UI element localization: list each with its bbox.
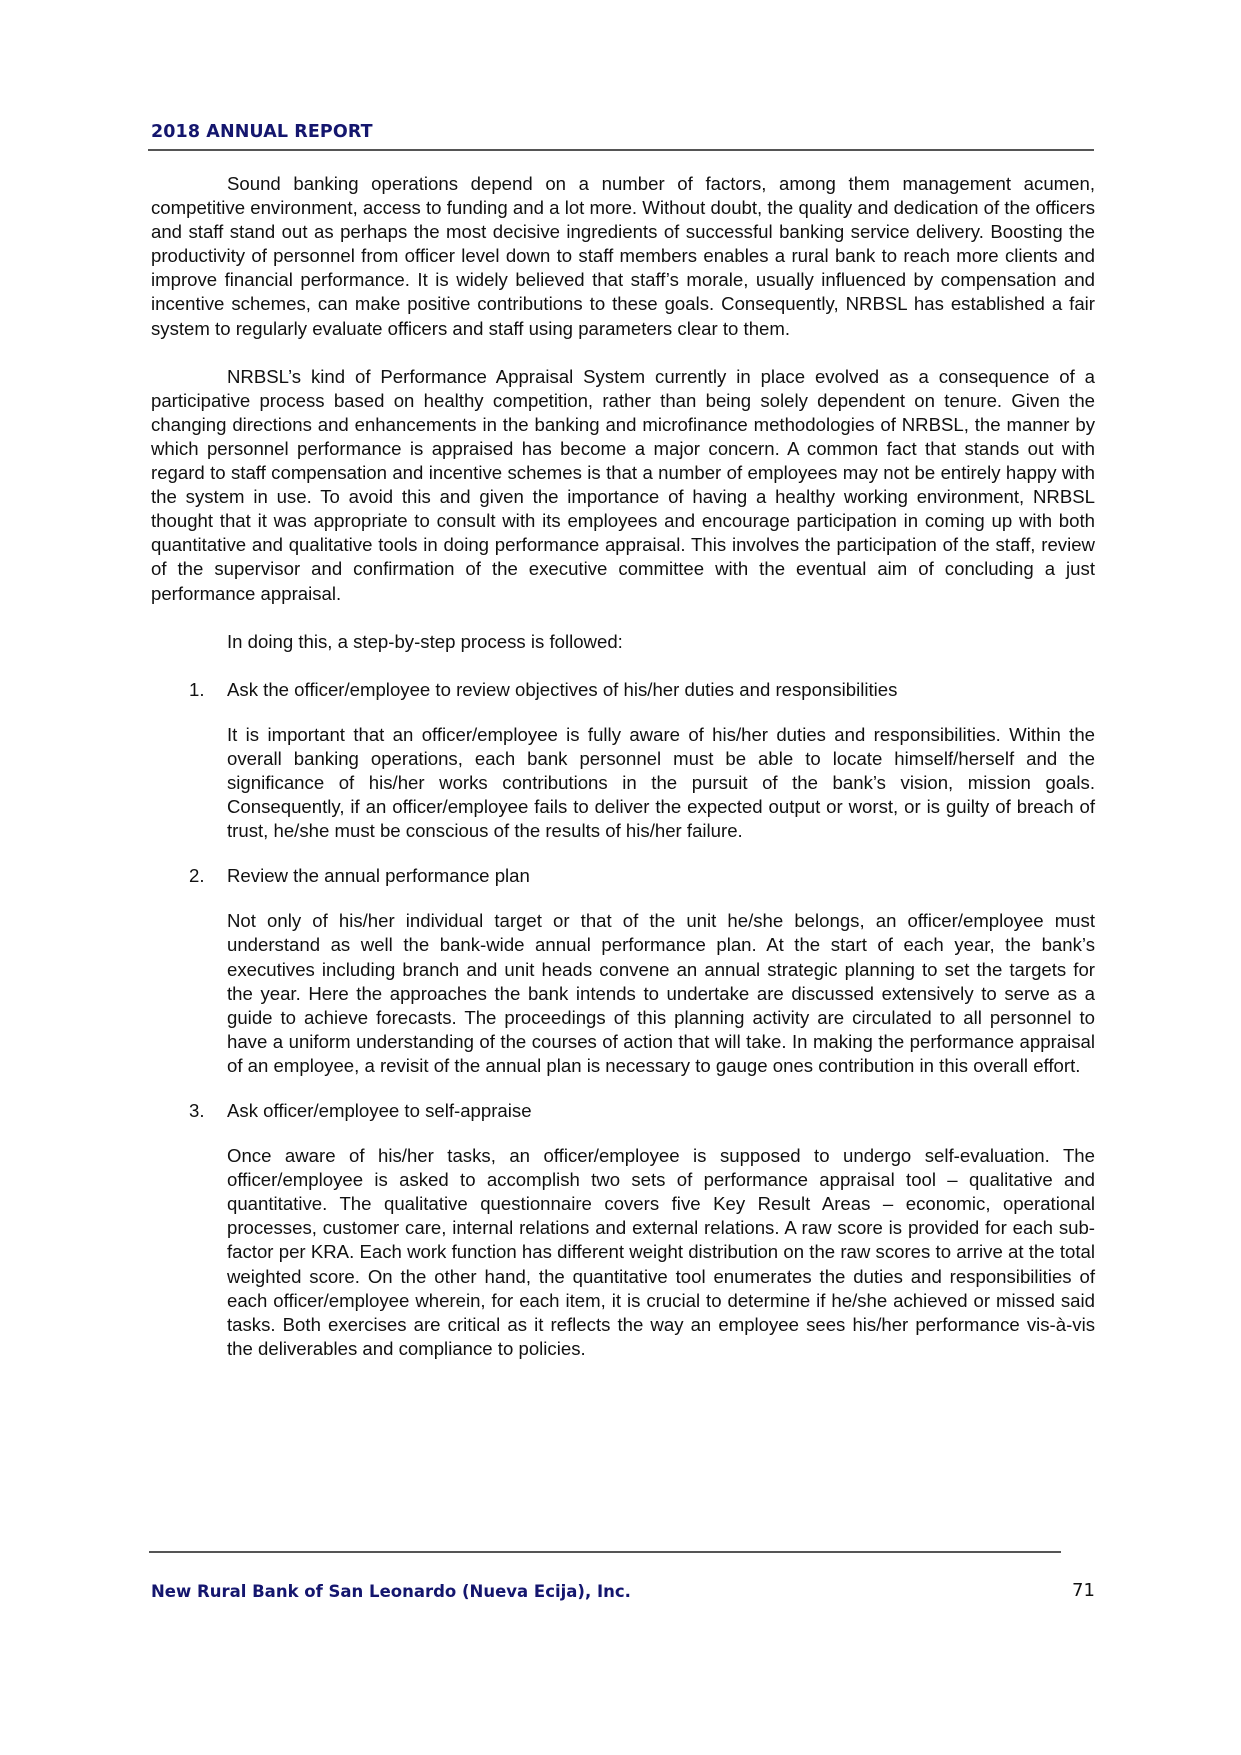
document-body	[151, 172, 1095, 1382]
page-header-title: 2018 ANNUAL REPORT	[151, 122, 373, 142]
step-number: 3.	[189, 1100, 205, 1121]
footer-organization-name: New Rural Bank of San Leonardo (Nueva Ecija), Inc.	[151, 1582, 631, 1601]
step-body: Once aware of his/her tasks, an officer/employee is supposed to undergo self-evaluation. The officer/employee is asked to accomplish two sets of performance appraisal tool – qualitative and quantitative. The qualitative questionnaire covers five Key Result Areas – economic, operational processes, customer care, internal relations and external relations. A raw score is provided for each sub-factor per KRA. Each work function has different weight distribution on the raw scores to arrive at the total weighted score. On the other hand, the quantitative tool enumerates the duties and responsibilities of each officer/employee wherein, for each item, it is crucial to determine if he/she achieved or missed said tasks. Both exercises are critical as it reflects the way an employee sees his/her performance vis-à-vis the deliverables and compliance to policies.	[227, 1145, 1095, 1359]
footer-divider	[149, 1551, 1061, 1553]
step-title: Review the annual performance plan	[227, 865, 530, 887]
process-lead-paragraph: In doing this, a step-by-step process is followed:	[227, 630, 623, 652]
appraisal-system-paragraph: NRBSL’s kind of Performance Appraisal System currently in place evolved as a consequence of a participative process based on healthy competition, rather than being solely dependent on tenure. Given the changing directions and enhancements in the banking and microfinance methodologies of NRBSL, the manner by which personnel performance is appraised has become a major concern. A common fact that stands out with regard to staff compensation and incentive schemes is that a number of employees may not be entirely happy with the system in use. To avoid this and given the importance of having a healthy working environment, NRBSL thought that it was appropriate to consult with its employees and encourage participation in coming up with both quantitative and qualitative tools in doing performance appraisal. This involves the participation of the staff, review of the supervisor and confirmation of the executive committee with the eventual aim of concluding a just performance appraisal.	[151, 365, 1095, 604]
page-number: 71	[1072, 1580, 1095, 1601]
step-list	[151, 678, 1095, 1361]
step-item	[151, 864, 1095, 1078]
step-item	[151, 1099, 1095, 1361]
step-title: Ask the officer/employee to review objectives of his/her duties and responsibilities	[227, 678, 898, 700]
step-number: 1.	[189, 678, 205, 700]
step-body: Not only of his/her individual target or that of the unit he/she belongs, an officer/employee must understand as well the bank-wide annual performance plan. At the start of each year, the bank’s executives including branch and unit heads convene an annual strategic planning to set the targets for the year. Here the approaches the bank intends to undertake are discussed extensively to serve as a guide to achieve forecasts. The proceedings of this planning activity are circulated to all personnel to have a uniform understanding of the courses of action that will take. In making the performance appraisal of an employee, a revisit of the annual plan is necessary to gauge ones contribution in this overall effort.	[227, 910, 1095, 1076]
step-item	[151, 678, 1095, 844]
step-title: Ask officer/employee to self-appraise	[227, 1100, 532, 1121]
header-divider	[148, 149, 1094, 151]
step-body: It is important that an officer/employee is fully aware of his/her duties and responsibilities. Within the overall banking operations, each bank personnel must be able to locate himself/herself and the significance of his/her works contributions in the pursuit of the bank’s vision, mission goals. Consequently, if an officer/employee fails to deliver the expected output or worst, or is guilty of breach of trust, he/she must be conscious of the results of his/her failure.	[227, 723, 1095, 842]
intro-paragraph: Sound banking operations depend on a number of factors, among them management acumen, competitive environment, access to funding and a lot more. Without doubt, the quality and dedication of the officers and staff stand out as perhaps the most decisive ingredients of successful banking service delivery. Boosting the productivity of personnel from officer level down to staff members enables a rural bank to reach more clients and improve financial performance. It is widely believed that staff’s morale, usually influenced by compensation and incentive schemes, can make positive contributions to these goals. Consequently, NRBSL has established a fair system to regularly evaluate officers and staff using parameters clear to them.	[151, 173, 1095, 339]
step-number: 2.	[189, 865, 205, 887]
